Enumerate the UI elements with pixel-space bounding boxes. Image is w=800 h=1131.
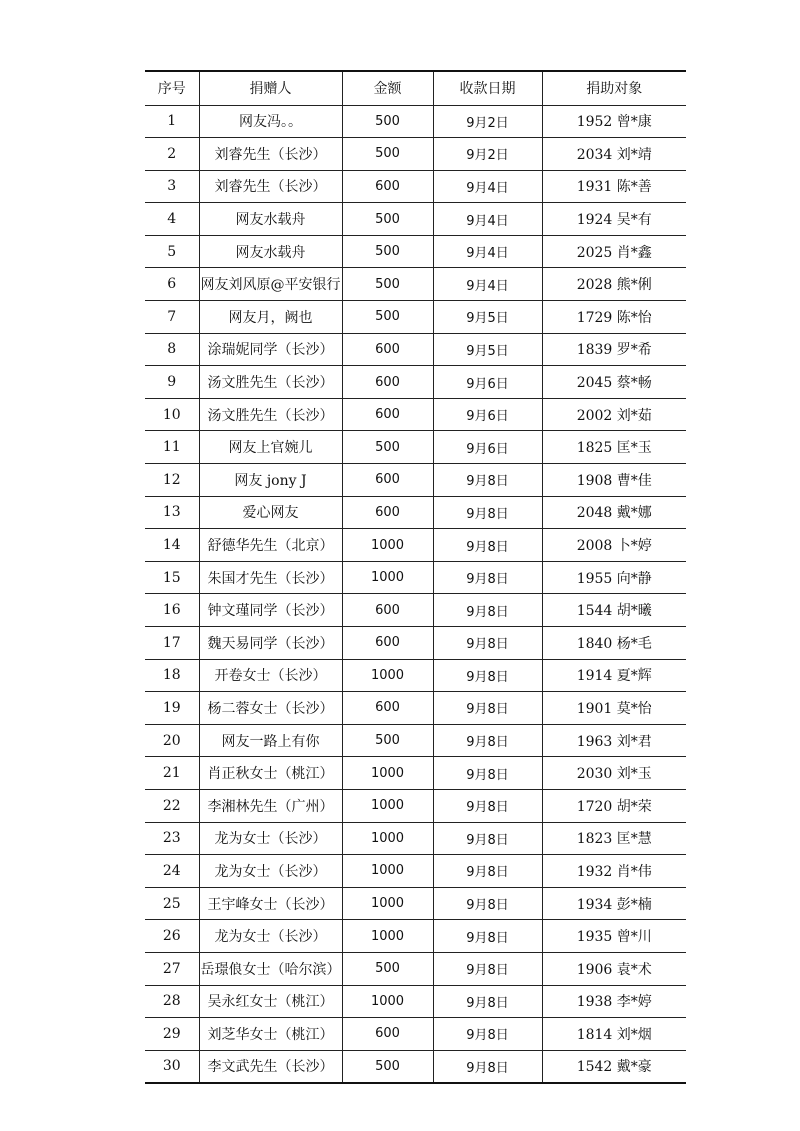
donor-cell: 汤文胜先生（长沙） [199, 398, 342, 431]
amount-cell: 1000 [342, 920, 433, 953]
donor-cell: 网友刘风原@平安银行 [199, 268, 342, 301]
receipt-date-cell: 9月8日 [433, 529, 542, 562]
amount-cell: 1000 [342, 985, 433, 1018]
amount-cell: 500 [342, 138, 433, 171]
recipient-cell: 1932 肖*伟 [542, 855, 686, 888]
receipt-date-cell: 9月8日 [433, 627, 542, 660]
donor-cell: 刘芝华女士（桃江） [199, 1018, 342, 1051]
donor-cell: 网友 jony J [199, 464, 342, 497]
donor-cell: 网友水载舟 [199, 203, 342, 236]
recipient-cell: 1825 匡*玉 [542, 431, 686, 464]
amount-cell: 500 [342, 952, 433, 985]
receipt-date-cell: 9月2日 [433, 105, 542, 138]
table-row [145, 985, 686, 1018]
table-row [145, 757, 686, 790]
table-row [145, 1018, 686, 1051]
receipt-date-cell: 9月8日 [433, 1018, 542, 1051]
table-row [145, 692, 686, 725]
table-row [145, 952, 686, 985]
donor-cell: 刘睿先生（长沙） [199, 138, 342, 171]
recipient-cell: 2002 刘*茹 [542, 398, 686, 431]
amount-cell: 600 [342, 170, 433, 203]
donor-cell: 龙为女士（长沙） [199, 855, 342, 888]
receipt-date-cell: 9月8日 [433, 789, 542, 822]
serial-number-cell: 29 [145, 1018, 199, 1051]
recipient-cell: 1729 陈*怡 [542, 301, 686, 334]
amount-cell: 600 [342, 398, 433, 431]
receipt-date-cell: 9月8日 [433, 1050, 542, 1083]
amount-cell: 500 [342, 431, 433, 464]
table-row [145, 268, 686, 301]
table-row [145, 594, 686, 627]
donor-cell: 魏天易同学（长沙） [199, 627, 342, 660]
header-recipient: 捐助对象 [542, 71, 686, 105]
donation-table [145, 70, 686, 1084]
serial-number-cell: 14 [145, 529, 199, 562]
table-row [145, 496, 686, 529]
serial-number-cell: 10 [145, 398, 199, 431]
amount-cell: 1000 [342, 659, 433, 692]
donor-cell: 网友上官婉儿 [199, 431, 342, 464]
receipt-date-cell: 9月8日 [433, 920, 542, 953]
receipt-date-cell: 9月4日 [433, 170, 542, 203]
table-row [145, 203, 686, 236]
table-row [145, 366, 686, 399]
serial-number-cell: 7 [145, 301, 199, 334]
receipt-date-cell: 9月8日 [433, 887, 542, 920]
recipient-cell: 1823 匡*慧 [542, 822, 686, 855]
recipient-cell: 1924 吴*有 [542, 203, 686, 236]
receipt-date-cell: 9月6日 [433, 366, 542, 399]
recipient-cell: 2025 肖*鑫 [542, 235, 686, 268]
receipt-date-cell: 9月4日 [433, 235, 542, 268]
table-row [145, 431, 686, 464]
amount-cell: 500 [342, 105, 433, 138]
recipient-cell: 1931 陈*善 [542, 170, 686, 203]
recipient-cell: 1952 曾*康 [542, 105, 686, 138]
donor-cell: 网友水载舟 [199, 235, 342, 268]
receipt-date-cell: 9月8日 [433, 659, 542, 692]
donor-cell: 网友冯。。 [199, 105, 342, 138]
amount-cell: 1000 [342, 822, 433, 855]
receipt-date-cell: 9月8日 [433, 855, 542, 888]
receipt-date-cell: 9月8日 [433, 822, 542, 855]
donor-cell: 龙为女士（长沙） [199, 920, 342, 953]
receipt-date-cell: 9月8日 [433, 692, 542, 725]
recipient-cell: 1935 曾*川 [542, 920, 686, 953]
serial-number-cell: 21 [145, 757, 199, 790]
table-header-row [145, 71, 686, 105]
amount-cell: 1000 [342, 561, 433, 594]
amount-cell: 600 [342, 366, 433, 399]
recipient-cell: 1963 刘*君 [542, 724, 686, 757]
recipient-cell: 1544 胡*曦 [542, 594, 686, 627]
donor-cell: 涂瑞妮同学（长沙） [199, 333, 342, 366]
receipt-date-cell: 9月8日 [433, 757, 542, 790]
donor-cell: 吴永红女士（桃江） [199, 985, 342, 1018]
serial-number-cell: 1 [145, 105, 199, 138]
amount-cell: 600 [342, 333, 433, 366]
serial-number-cell: 15 [145, 561, 199, 594]
serial-number-cell: 18 [145, 659, 199, 692]
serial-number-cell: 27 [145, 952, 199, 985]
table-body [145, 105, 686, 1083]
amount-cell: 500 [342, 1050, 433, 1083]
serial-number-cell: 9 [145, 366, 199, 399]
donor-cell: 肖正秋女士（桃江） [199, 757, 342, 790]
header-serial-number: 序号 [145, 71, 199, 105]
amount-cell: 1000 [342, 529, 433, 562]
donor-cell: 爱心网友 [199, 496, 342, 529]
table-row [145, 659, 686, 692]
amount-cell: 500 [342, 268, 433, 301]
donor-cell: 朱国才先生（长沙） [199, 561, 342, 594]
recipient-cell: 1720 胡*荣 [542, 789, 686, 822]
receipt-date-cell: 9月8日 [433, 985, 542, 1018]
serial-number-cell: 4 [145, 203, 199, 236]
amount-cell: 1000 [342, 757, 433, 790]
table-row [145, 822, 686, 855]
receipt-date-cell: 9月4日 [433, 203, 542, 236]
receipt-date-cell: 9月5日 [433, 301, 542, 334]
table-row [145, 333, 686, 366]
amount-cell: 600 [342, 594, 433, 627]
receipt-date-cell: 9月5日 [433, 333, 542, 366]
amount-cell: 600 [342, 464, 433, 497]
recipient-cell: 1955 向*静 [542, 561, 686, 594]
serial-number-cell: 3 [145, 170, 199, 203]
recipient-cell: 1934 彭*楠 [542, 887, 686, 920]
donor-cell: 李文武先生（长沙） [199, 1050, 342, 1083]
recipient-cell: 2030 刘*玉 [542, 757, 686, 790]
receipt-date-cell: 9月8日 [433, 952, 542, 985]
serial-number-cell: 25 [145, 887, 199, 920]
serial-number-cell: 17 [145, 627, 199, 660]
amount-cell: 500 [342, 724, 433, 757]
recipient-cell: 1839 罗*希 [542, 333, 686, 366]
donor-cell: 龙为女士（长沙） [199, 822, 342, 855]
recipient-cell: 2008 卜*婷 [542, 529, 686, 562]
header-donor: 捐赠人 [199, 71, 342, 105]
recipient-cell: 1901 莫*怡 [542, 692, 686, 725]
table-row [145, 398, 686, 431]
table-row [145, 724, 686, 757]
serial-number-cell: 16 [145, 594, 199, 627]
table-row [145, 529, 686, 562]
serial-number-cell: 22 [145, 789, 199, 822]
receipt-date-cell: 9月8日 [433, 496, 542, 529]
recipient-cell: 2028 熊*俐 [542, 268, 686, 301]
receipt-date-cell: 9月8日 [433, 464, 542, 497]
amount-cell: 1000 [342, 887, 433, 920]
header-receipt-date: 收款日期 [433, 71, 542, 105]
table-row [145, 627, 686, 660]
serial-number-cell: 20 [145, 724, 199, 757]
table-row [145, 887, 686, 920]
donor-cell: 李湘林先生（广州） [199, 789, 342, 822]
amount-cell: 600 [342, 496, 433, 529]
donor-cell: 岳璟俍女士（哈尔滨） [199, 952, 342, 985]
serial-number-cell: 5 [145, 235, 199, 268]
receipt-date-cell: 9月2日 [433, 138, 542, 171]
recipient-cell: 2045 蔡*畅 [542, 366, 686, 399]
recipient-cell: 1908 曹*佳 [542, 464, 686, 497]
table-row [145, 170, 686, 203]
recipient-cell: 2048 戴*娜 [542, 496, 686, 529]
receipt-date-cell: 9月8日 [433, 594, 542, 627]
table-row [145, 561, 686, 594]
recipient-cell: 1906 袁*术 [542, 952, 686, 985]
recipient-cell: 1840 杨*毛 [542, 627, 686, 660]
table-row [145, 464, 686, 497]
recipient-cell: 1914 夏*辉 [542, 659, 686, 692]
recipient-cell: 2034 刘*靖 [542, 138, 686, 171]
donor-cell: 网友一路上有你 [199, 724, 342, 757]
serial-number-cell: 19 [145, 692, 199, 725]
table-row [145, 138, 686, 171]
receipt-date-cell: 9月8日 [433, 561, 542, 594]
serial-number-cell: 30 [145, 1050, 199, 1083]
serial-number-cell: 24 [145, 855, 199, 888]
header-amount: 金额 [342, 71, 433, 105]
donor-cell: 王宇峰女士（长沙） [199, 887, 342, 920]
serial-number-cell: 11 [145, 431, 199, 464]
table-row [145, 105, 686, 138]
donor-cell: 杨二蓉女士（长沙） [199, 692, 342, 725]
table-row [145, 301, 686, 334]
receipt-date-cell: 9月4日 [433, 268, 542, 301]
serial-number-cell: 23 [145, 822, 199, 855]
serial-number-cell: 12 [145, 464, 199, 497]
amount-cell: 1000 [342, 855, 433, 888]
donor-cell: 舒德华先生（北京） [199, 529, 342, 562]
recipient-cell: 1938 李*婷 [542, 985, 686, 1018]
table-row [145, 1050, 686, 1083]
amount-cell: 500 [342, 235, 433, 268]
amount-cell: 600 [342, 627, 433, 660]
donor-cell: 网友月，阙也 [199, 301, 342, 334]
amount-cell: 500 [342, 203, 433, 236]
serial-number-cell: 2 [145, 138, 199, 171]
receipt-date-cell: 9月6日 [433, 398, 542, 431]
donor-cell: 汤文胜先生（长沙） [199, 366, 342, 399]
donor-cell: 刘睿先生（长沙） [199, 170, 342, 203]
table-row [145, 855, 686, 888]
serial-number-cell: 13 [145, 496, 199, 529]
receipt-date-cell: 9月6日 [433, 431, 542, 464]
table-row [145, 789, 686, 822]
amount-cell: 1000 [342, 789, 433, 822]
serial-number-cell: 6 [145, 268, 199, 301]
serial-number-cell: 26 [145, 920, 199, 953]
serial-number-cell: 28 [145, 985, 199, 1018]
recipient-cell: 1542 戴*豪 [542, 1050, 686, 1083]
receipt-date-cell: 9月8日 [433, 724, 542, 757]
amount-cell: 600 [342, 692, 433, 725]
table-row [145, 235, 686, 268]
recipient-cell: 1814 刘*烟 [542, 1018, 686, 1051]
amount-cell: 600 [342, 1018, 433, 1051]
donor-cell: 钟文瑾同学（长沙） [199, 594, 342, 627]
table-row [145, 920, 686, 953]
amount-cell: 500 [342, 301, 433, 334]
donor-cell: 开卷女士（长沙） [199, 659, 342, 692]
serial-number-cell: 8 [145, 333, 199, 366]
